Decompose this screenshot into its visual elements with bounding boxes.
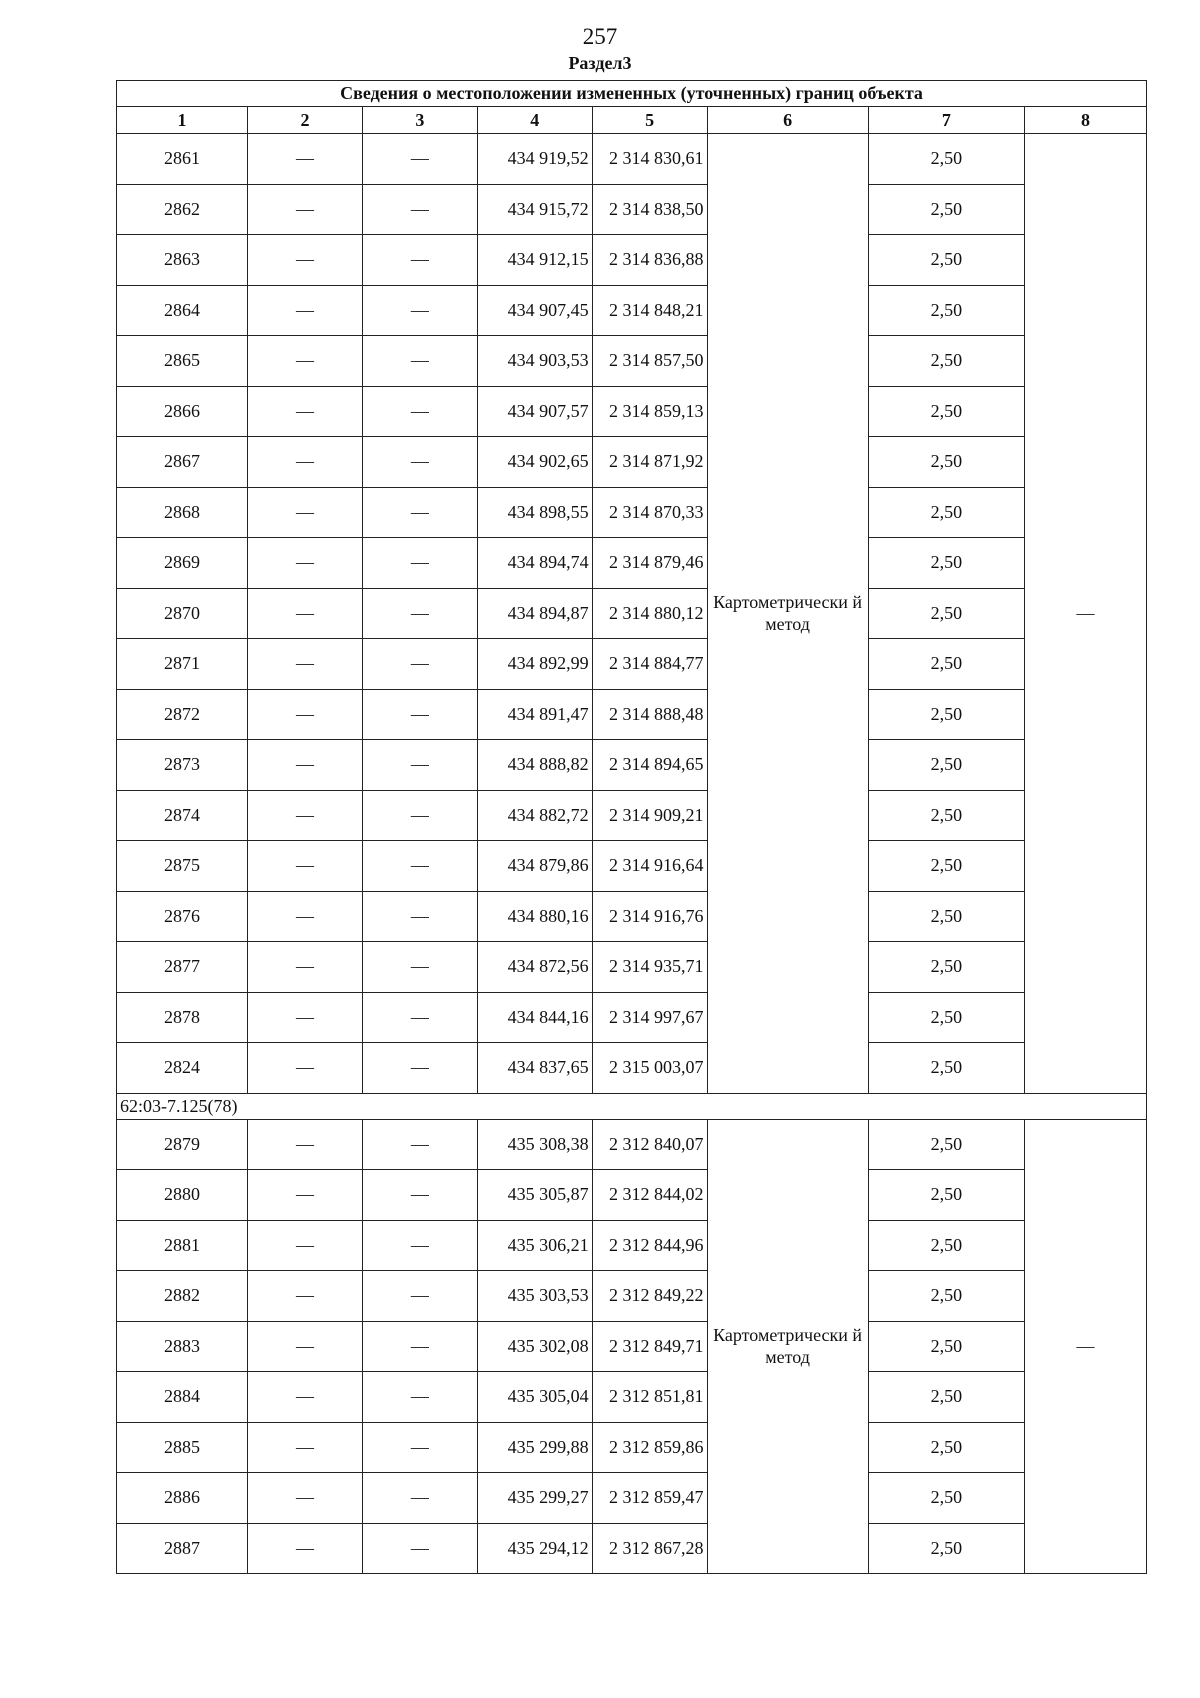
point-number-cell: 2886 bbox=[117, 1473, 248, 1524]
accuracy-cell: 2,50 bbox=[868, 1523, 1024, 1574]
col2-cell: — bbox=[248, 1372, 363, 1423]
table-caption-row bbox=[117, 81, 1147, 107]
y-coordinate-cell: 2 314 916,76 bbox=[592, 891, 707, 942]
col8-cell: — bbox=[1024, 134, 1146, 1094]
point-number-cell: 2866 bbox=[117, 386, 248, 437]
col2-cell: — bbox=[248, 1043, 363, 1094]
col2-cell: — bbox=[248, 1473, 363, 1524]
col2-cell: — bbox=[248, 1119, 363, 1170]
table-row bbox=[117, 386, 1147, 437]
y-coordinate-cell: 2 314 888,48 bbox=[592, 689, 707, 740]
accuracy-cell: 2,50 bbox=[868, 437, 1024, 488]
point-number-cell: 2862 bbox=[117, 184, 248, 235]
col2-cell: — bbox=[248, 1220, 363, 1271]
x-coordinate-cell: 434 844,16 bbox=[477, 992, 592, 1043]
y-coordinate-cell: 2 314 870,33 bbox=[592, 487, 707, 538]
point-number-cell: 2874 bbox=[117, 790, 248, 841]
accuracy-cell: 2,50 bbox=[868, 588, 1024, 639]
col3-cell: — bbox=[362, 1170, 477, 1221]
y-coordinate-cell: 2 314 879,46 bbox=[592, 538, 707, 589]
point-number-cell: 2865 bbox=[117, 336, 248, 387]
cadastral-number: 62:03-7.125(78) bbox=[117, 1093, 1147, 1119]
column-number: 8 bbox=[1024, 107, 1146, 134]
point-number-cell: 2881 bbox=[117, 1220, 248, 1271]
table-row bbox=[117, 942, 1147, 993]
table-row bbox=[117, 538, 1147, 589]
col2-cell: — bbox=[248, 1271, 363, 1322]
col2-cell: — bbox=[248, 487, 363, 538]
col2-cell: — bbox=[248, 184, 363, 235]
table-row bbox=[117, 992, 1147, 1043]
col3-cell: — bbox=[362, 841, 477, 892]
table-row bbox=[117, 1170, 1147, 1221]
col2-cell: — bbox=[248, 538, 363, 589]
point-number-cell: 2878 bbox=[117, 992, 248, 1043]
col3-cell: — bbox=[362, 992, 477, 1043]
column-number: 2 bbox=[248, 107, 363, 134]
x-coordinate-cell: 434 902,65 bbox=[477, 437, 592, 488]
x-coordinate-cell: 435 308,38 bbox=[477, 1119, 592, 1170]
y-coordinate-cell: 2 312 849,22 bbox=[592, 1271, 707, 1322]
point-number-cell: 2885 bbox=[117, 1422, 248, 1473]
table-row bbox=[117, 689, 1147, 740]
x-coordinate-cell: 435 305,04 bbox=[477, 1372, 592, 1423]
group-label-row bbox=[117, 1093, 1147, 1119]
x-coordinate-cell: 434 880,16 bbox=[477, 891, 592, 942]
accuracy-cell: 2,50 bbox=[868, 1220, 1024, 1271]
point-number-cell: 2867 bbox=[117, 437, 248, 488]
y-coordinate-cell: 2 314 836,88 bbox=[592, 235, 707, 286]
x-coordinate-cell: 435 303,53 bbox=[477, 1271, 592, 1322]
table-caption: Сведения о местоположении измененных (уточненных) границ объекта bbox=[117, 81, 1147, 107]
point-number-cell: 2875 bbox=[117, 841, 248, 892]
method-cell: Картометрически й метод bbox=[707, 134, 868, 1094]
point-number-cell: 2876 bbox=[117, 891, 248, 942]
point-number-cell: 2871 bbox=[117, 639, 248, 690]
table-row bbox=[117, 285, 1147, 336]
table-row bbox=[117, 639, 1147, 690]
col3-cell: — bbox=[362, 386, 477, 437]
col3-cell: — bbox=[362, 1422, 477, 1473]
boundary-table bbox=[116, 80, 1147, 1574]
column-number: 4 bbox=[477, 107, 592, 134]
column-number: 5 bbox=[592, 107, 707, 134]
col3-cell: — bbox=[362, 336, 477, 387]
y-coordinate-cell: 2 314 997,67 bbox=[592, 992, 707, 1043]
table-row bbox=[117, 235, 1147, 286]
x-coordinate-cell: 435 299,88 bbox=[477, 1422, 592, 1473]
accuracy-cell: 2,50 bbox=[868, 1119, 1024, 1170]
table-row bbox=[117, 1271, 1147, 1322]
y-coordinate-cell: 2 314 935,71 bbox=[592, 942, 707, 993]
point-number-cell: 2824 bbox=[117, 1043, 248, 1094]
y-coordinate-cell: 2 314 880,12 bbox=[592, 588, 707, 639]
x-coordinate-cell: 435 306,21 bbox=[477, 1220, 592, 1271]
column-number: 3 bbox=[362, 107, 477, 134]
col3-cell: — bbox=[362, 134, 477, 185]
col2-cell: — bbox=[248, 437, 363, 488]
table-row bbox=[117, 184, 1147, 235]
x-coordinate-cell: 434 892,99 bbox=[477, 639, 592, 690]
y-coordinate-cell: 2 314 894,65 bbox=[592, 740, 707, 791]
table-row bbox=[117, 487, 1147, 538]
x-coordinate-cell: 434 891,47 bbox=[477, 689, 592, 740]
point-number-cell: 2880 bbox=[117, 1170, 248, 1221]
x-coordinate-cell: 434 882,72 bbox=[477, 790, 592, 841]
table-row bbox=[117, 1220, 1147, 1271]
x-coordinate-cell: 434 872,56 bbox=[477, 942, 592, 993]
accuracy-cell: 2,50 bbox=[868, 942, 1024, 993]
accuracy-cell: 2,50 bbox=[868, 1422, 1024, 1473]
point-number-cell: 2864 bbox=[117, 285, 248, 336]
col2-cell: — bbox=[248, 235, 363, 286]
col2-cell: — bbox=[248, 841, 363, 892]
y-coordinate-cell: 2 312 867,28 bbox=[592, 1523, 707, 1574]
table-row bbox=[117, 891, 1147, 942]
col3-cell: — bbox=[362, 1043, 477, 1094]
table-row bbox=[117, 336, 1147, 387]
column-number: 1 bbox=[117, 107, 248, 134]
col2-cell: — bbox=[248, 790, 363, 841]
point-number-cell: 2863 bbox=[117, 235, 248, 286]
y-coordinate-cell: 2 314 909,21 bbox=[592, 790, 707, 841]
x-coordinate-cell: 434 915,72 bbox=[477, 184, 592, 235]
y-coordinate-cell: 2 312 851,81 bbox=[592, 1372, 707, 1423]
y-coordinate-cell: 2 314 916,64 bbox=[592, 841, 707, 892]
column-number-row bbox=[117, 107, 1147, 134]
col3-cell: — bbox=[362, 235, 477, 286]
accuracy-cell: 2,50 bbox=[868, 386, 1024, 437]
accuracy-cell: 2,50 bbox=[868, 1321, 1024, 1372]
table-row bbox=[117, 1523, 1147, 1574]
accuracy-cell: 2,50 bbox=[868, 184, 1024, 235]
col3-cell: — bbox=[362, 639, 477, 690]
y-coordinate-cell: 2 312 859,47 bbox=[592, 1473, 707, 1524]
point-number-cell: 2877 bbox=[117, 942, 248, 993]
x-coordinate-cell: 434 907,57 bbox=[477, 386, 592, 437]
col3-cell: — bbox=[362, 487, 477, 538]
y-coordinate-cell: 2 314 859,13 bbox=[592, 386, 707, 437]
col2-cell: — bbox=[248, 992, 363, 1043]
x-coordinate-cell: 435 302,08 bbox=[477, 1321, 592, 1372]
method-cell: Картометрически й метод bbox=[707, 1119, 868, 1574]
x-coordinate-cell: 434 903,53 bbox=[477, 336, 592, 387]
point-number-cell: 2882 bbox=[117, 1271, 248, 1322]
col2-cell: — bbox=[248, 942, 363, 993]
col3-cell: — bbox=[362, 1473, 477, 1524]
y-coordinate-cell: 2 314 884,77 bbox=[592, 639, 707, 690]
x-coordinate-cell: 435 305,87 bbox=[477, 1170, 592, 1221]
x-coordinate-cell: 434 879,86 bbox=[477, 841, 592, 892]
col3-cell: — bbox=[362, 1321, 477, 1372]
accuracy-cell: 2,50 bbox=[868, 992, 1024, 1043]
col3-cell: — bbox=[362, 184, 477, 235]
table-row bbox=[117, 588, 1147, 639]
y-coordinate-cell: 2 314 830,61 bbox=[592, 134, 707, 185]
y-coordinate-cell: 2 312 859,86 bbox=[592, 1422, 707, 1473]
y-coordinate-cell: 2 315 003,07 bbox=[592, 1043, 707, 1094]
section-title: Раздел3 bbox=[568, 53, 632, 73]
col2-cell: — bbox=[248, 285, 363, 336]
col3-cell: — bbox=[362, 1119, 477, 1170]
col2-cell: — bbox=[248, 1422, 363, 1473]
col2-cell: — bbox=[248, 740, 363, 791]
col3-cell: — bbox=[362, 942, 477, 993]
y-coordinate-cell: 2 312 849,71 bbox=[592, 1321, 707, 1372]
x-coordinate-cell: 434 912,15 bbox=[477, 235, 592, 286]
col3-cell: — bbox=[362, 285, 477, 336]
accuracy-cell: 2,50 bbox=[868, 285, 1024, 336]
x-coordinate-cell: 434 898,55 bbox=[477, 487, 592, 538]
col3-cell: — bbox=[362, 1523, 477, 1574]
x-coordinate-cell: 435 299,27 bbox=[477, 1473, 592, 1524]
column-number: 6 bbox=[707, 107, 868, 134]
y-coordinate-cell: 2 312 840,07 bbox=[592, 1119, 707, 1170]
accuracy-cell: 2,50 bbox=[868, 235, 1024, 286]
col2-cell: — bbox=[248, 891, 363, 942]
col3-cell: — bbox=[362, 689, 477, 740]
col2-cell: — bbox=[248, 639, 363, 690]
table-row bbox=[117, 1321, 1147, 1372]
x-coordinate-cell: 434 837,65 bbox=[477, 1043, 592, 1094]
accuracy-cell: 2,50 bbox=[868, 841, 1024, 892]
table-row bbox=[117, 1043, 1147, 1094]
point-number-cell: 2868 bbox=[117, 487, 248, 538]
y-coordinate-cell: 2 314 848,21 bbox=[592, 285, 707, 336]
col3-cell: — bbox=[362, 588, 477, 639]
accuracy-cell: 2,50 bbox=[868, 790, 1024, 841]
accuracy-cell: 2,50 bbox=[868, 134, 1024, 185]
accuracy-cell: 2,50 bbox=[868, 639, 1024, 690]
col3-cell: — bbox=[362, 1220, 477, 1271]
point-number-cell: 2873 bbox=[117, 740, 248, 791]
accuracy-cell: 2,50 bbox=[868, 740, 1024, 791]
x-coordinate-cell: 434 894,74 bbox=[477, 538, 592, 589]
y-coordinate-cell: 2 314 838,50 bbox=[592, 184, 707, 235]
point-number-cell: 2883 bbox=[117, 1321, 248, 1372]
accuracy-cell: 2,50 bbox=[868, 891, 1024, 942]
point-number-cell: 2887 bbox=[117, 1523, 248, 1574]
table-row bbox=[117, 1422, 1147, 1473]
col3-cell: — bbox=[362, 538, 477, 589]
accuracy-cell: 2,50 bbox=[868, 1473, 1024, 1524]
table-row bbox=[117, 1119, 1147, 1170]
point-number-cell: 2869 bbox=[117, 538, 248, 589]
table-row bbox=[117, 1372, 1147, 1423]
y-coordinate-cell: 2 314 857,50 bbox=[592, 336, 707, 387]
x-coordinate-cell: 435 294,12 bbox=[477, 1523, 592, 1574]
col8-cell: — bbox=[1024, 1119, 1146, 1574]
col3-cell: — bbox=[362, 437, 477, 488]
table-row bbox=[117, 134, 1147, 185]
accuracy-cell: 2,50 bbox=[868, 1043, 1024, 1094]
point-number-cell: 2879 bbox=[117, 1119, 248, 1170]
point-number-cell: 2870 bbox=[117, 588, 248, 639]
col2-cell: — bbox=[248, 386, 363, 437]
accuracy-cell: 2,50 bbox=[868, 1372, 1024, 1423]
column-number: 7 bbox=[868, 107, 1024, 134]
accuracy-cell: 2,50 bbox=[868, 1170, 1024, 1221]
point-number-cell: 2861 bbox=[117, 134, 248, 185]
col2-cell: — bbox=[248, 1170, 363, 1221]
page-number: 257 bbox=[582, 24, 618, 49]
table-row bbox=[117, 740, 1147, 791]
accuracy-cell: 2,50 bbox=[868, 538, 1024, 589]
point-number-cell: 2872 bbox=[117, 689, 248, 740]
col2-cell: — bbox=[248, 689, 363, 740]
col2-cell: — bbox=[248, 336, 363, 387]
table-row bbox=[117, 790, 1147, 841]
accuracy-cell: 2,50 bbox=[868, 487, 1024, 538]
col3-cell: — bbox=[362, 891, 477, 942]
y-coordinate-cell: 2 314 871,92 bbox=[592, 437, 707, 488]
x-coordinate-cell: 434 888,82 bbox=[477, 740, 592, 791]
table-row bbox=[117, 437, 1147, 488]
col2-cell: — bbox=[248, 134, 363, 185]
col2-cell: — bbox=[248, 588, 363, 639]
table-row bbox=[117, 841, 1147, 892]
col2-cell: — bbox=[248, 1321, 363, 1372]
col3-cell: — bbox=[362, 790, 477, 841]
x-coordinate-cell: 434 907,45 bbox=[477, 285, 592, 336]
accuracy-cell: 2,50 bbox=[868, 689, 1024, 740]
point-number-cell: 2884 bbox=[117, 1372, 248, 1423]
y-coordinate-cell: 2 312 844,96 bbox=[592, 1220, 707, 1271]
accuracy-cell: 2,50 bbox=[868, 336, 1024, 387]
y-coordinate-cell: 2 312 844,02 bbox=[592, 1170, 707, 1221]
col3-cell: — bbox=[362, 1372, 477, 1423]
x-coordinate-cell: 434 919,52 bbox=[477, 134, 592, 185]
x-coordinate-cell: 434 894,87 bbox=[477, 588, 592, 639]
col3-cell: — bbox=[362, 740, 477, 791]
table-row bbox=[117, 1473, 1147, 1524]
accuracy-cell: 2,50 bbox=[868, 1271, 1024, 1322]
col3-cell: — bbox=[362, 1271, 477, 1322]
col2-cell: — bbox=[248, 1523, 363, 1574]
